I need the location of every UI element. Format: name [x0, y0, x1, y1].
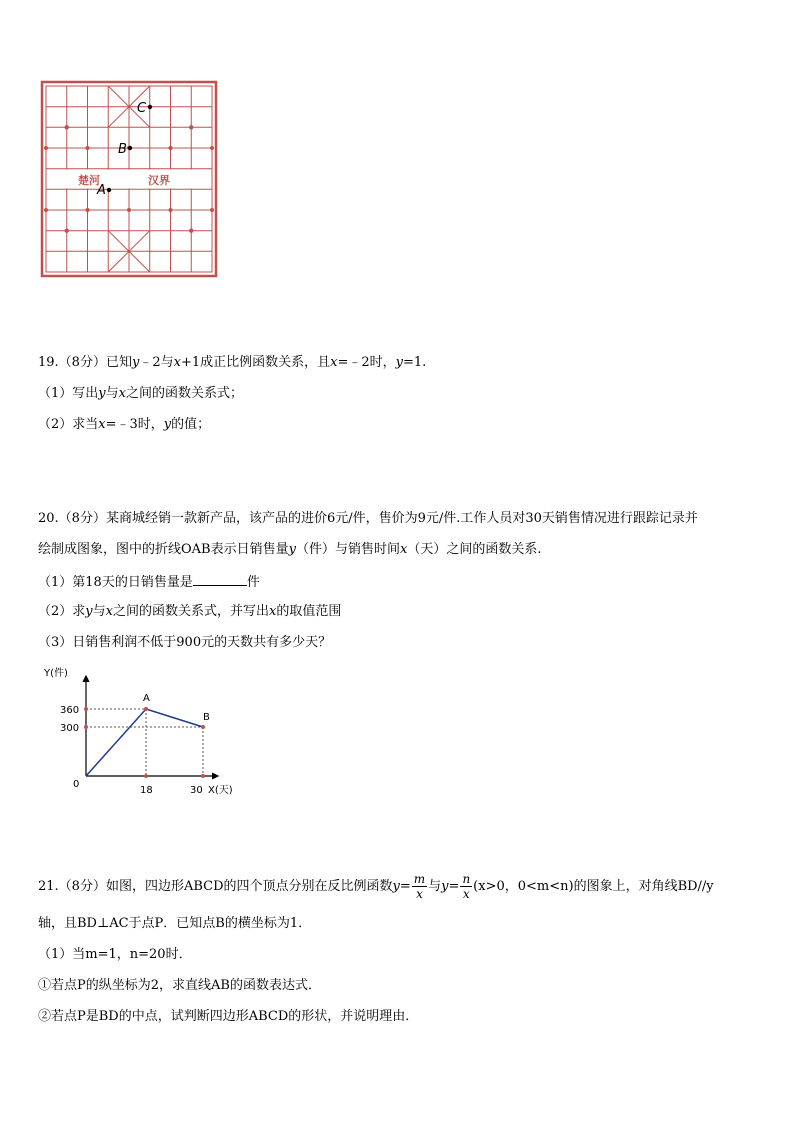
q21-line-5: ②若点P是BD的中点，试判断四边形ABCD的形状，并说明理由．	[38, 1009, 419, 1024]
point-c-dot	[148, 105, 152, 109]
q20-line-3: （1）第18天的日销售量是 件	[38, 572, 260, 592]
x-tick-30: 30	[190, 785, 203, 796]
point-b-label: B	[118, 142, 127, 157]
point-b-dot	[128, 146, 132, 150]
river-right-label: 汉界	[148, 174, 170, 187]
q20-line-2: 绘制成图象，图中的折线OAB表示日销售量y（件）与销售时间x（天）之间的函数关系.	[38, 542, 542, 557]
q20-line-1: 20.（8分）某商城经销一款新产品，该产品的进价6元/件，售价为9元/件.工作人员对30天销售情况进行跟踪记录并	[38, 511, 698, 526]
tick-300-marker	[84, 725, 88, 729]
line-oab	[86, 709, 203, 776]
y-axis-label: Y(件)	[44, 668, 68, 679]
point-a-label: A	[97, 183, 106, 198]
q19-line-1: 19.（8分）已知y﹣2与x+1成正比例函数关系，且x=﹣2时，y=1.	[38, 355, 427, 370]
q21-line-4: ①若点P的纵坐标为2，求直线AB的函数表达式．	[38, 978, 321, 993]
y-tick-360: 360	[60, 705, 80, 716]
tick-30-marker	[201, 774, 205, 778]
point-a-label: A	[143, 693, 150, 704]
point-b-label: B	[203, 712, 210, 723]
point-b-marker	[201, 725, 205, 729]
q19-line-2: （1）写出y与x之间的函数关系式；	[38, 386, 244, 401]
origin-label: 0	[73, 779, 80, 790]
river-left-label: 楚河	[78, 174, 100, 187]
point-c-label: C	[137, 101, 147, 116]
x-tick-18: 18	[140, 785, 153, 796]
q21-line-3: （1）当m=1，n=20时．	[38, 947, 192, 962]
chess-board-figure	[40, 80, 220, 280]
point-a-marker	[144, 707, 148, 711]
y-tick-300: 300	[60, 723, 80, 734]
x-axis-label: X(天)	[208, 785, 233, 796]
q20-line-4: （2）求y与x之间的函数关系式，并写出x的取值范围	[38, 604, 342, 619]
q20-line-5: （3）日销售利润不低于900元的天数共有多少天？	[38, 635, 332, 650]
fraction-n-over-x: $\frac{n}{x}$	[462, 872, 471, 901]
fraction-m-over-x: $\frac{m}{x}$	[413, 872, 426, 901]
tick-18-marker	[144, 774, 148, 778]
q19-line-3: （2）求当x=﹣3时，y的值；	[38, 417, 211, 432]
q21-line-1: 21.（8分）如图，四边形ABCD的四个顶点分别在反比例函数y= $\frac{m}{x}$ 与y= $\frac{n}{x}$ (x>0，0<m<n)的图象上，对角线BD//y	[38, 872, 714, 901]
answer-blank[interactable]	[193, 572, 247, 586]
tick-360-marker	[84, 707, 88, 711]
sales-graph	[40, 660, 250, 800]
q21-line-2: 轴，且BD⊥AC于点P．已知点B的横坐标为1．	[38, 916, 312, 931]
point-a-dot	[107, 188, 111, 192]
